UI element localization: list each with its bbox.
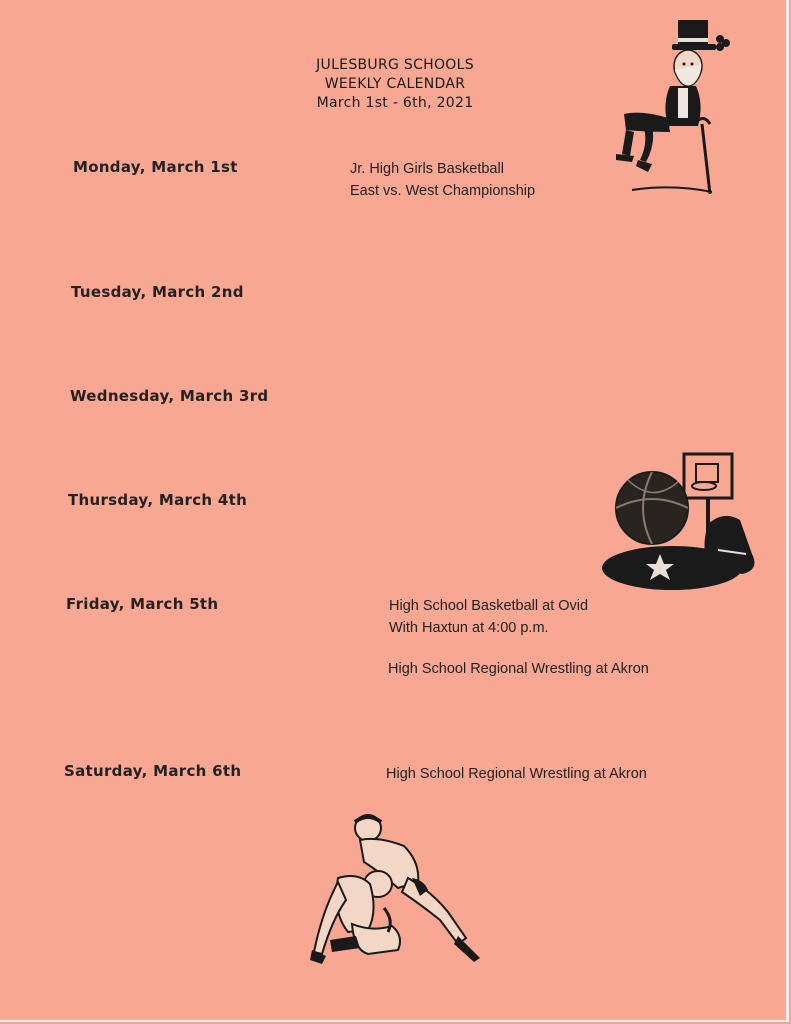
calendar-header: [245, 56, 545, 113]
day-label-wednesday: Wednesday, March 3rd: [70, 387, 269, 405]
event-friday-1: High School Basketball at Ovid: [389, 598, 589, 614]
day-label-saturday: Saturday, March 6th: [64, 762, 242, 780]
basketball-icon: [600, 450, 762, 595]
day-label-tuesday: Tuesday, March 2nd: [71, 283, 244, 301]
event-saturday-1: High School Regional Wrestling at Akron: [386, 766, 647, 782]
date-range: March 1st - 6th, 2021: [316, 95, 474, 111]
event-friday-2: With Haxtun at 4:00 p.m.: [389, 620, 549, 636]
school-name: JULESBURG SCHOOLS: [316, 57, 474, 73]
leprechaun-icon: [612, 14, 737, 199]
event-monday-2: East vs. West Championship: [350, 183, 536, 199]
wrestlers-icon: [308, 812, 493, 972]
calendar-title: WEEKLY CALENDAR: [324, 76, 466, 92]
event-friday-3: High School Regional Wrestling at Akron: [388, 661, 649, 677]
day-label-thursday: Thursday, March 4th: [68, 491, 248, 509]
day-label-friday: Friday, March 5th: [66, 595, 219, 613]
day-label-monday: Monday, March 1st: [73, 158, 238, 176]
event-monday-1: Jr. High Girls Basketball: [350, 161, 504, 177]
